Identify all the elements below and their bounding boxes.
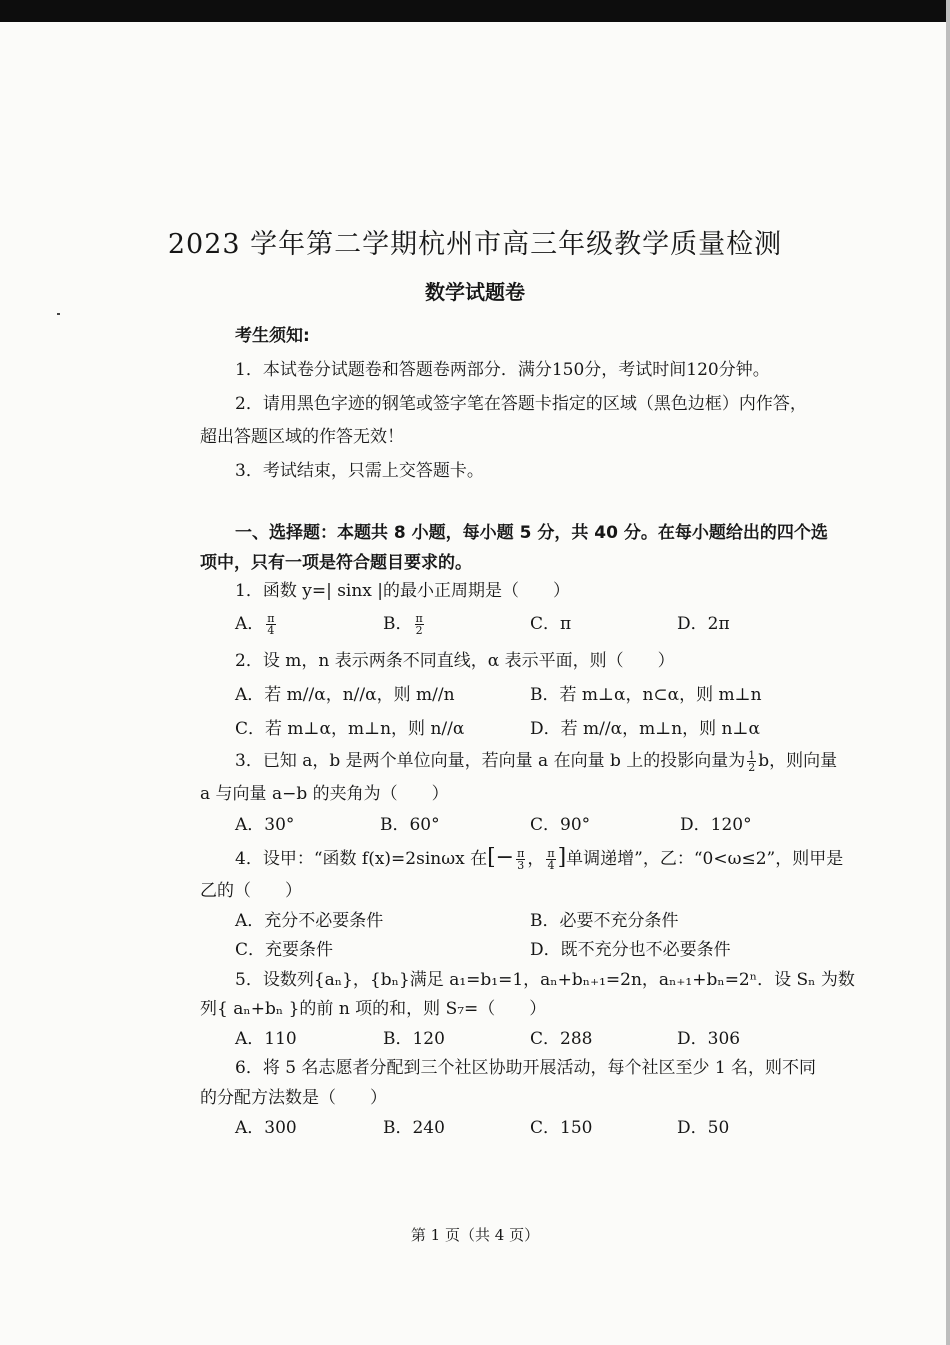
scan-right-edge	[946, 0, 950, 1345]
q2-option-c: C．若 m⊥α，m⊥n，则 n//α	[235, 719, 465, 739]
q3-option-a: A．30°	[235, 815, 295, 835]
q1-b-num: π	[415, 612, 423, 625]
q1-option-b	[383, 612, 426, 636]
q2-option-b: B．若 m⊥α，n⊂α，则 m⊥n	[530, 685, 762, 705]
q2-option-a: A．若 m//α，n//α，则 m//n	[235, 685, 455, 705]
q1-option-b-label: B．	[383, 614, 413, 634]
q4-f2-den: 4	[547, 859, 555, 872]
q4-fraction-1	[516, 848, 525, 871]
q5-option-b: B．120	[383, 1029, 445, 1049]
notice-item-2-cont: 超出答题区域的作答无效！	[200, 427, 404, 447]
q5-stem-line1: 5．设数列{aₙ}，{bₙ}满足 a₁=b₁=1，aₙ+bₙ₊₁=2n，aₙ₊₁+bₙ=2ⁿ．设 Sₙ 为数	[235, 970, 855, 990]
page-footer: 第 1 页（共 4 页）	[410, 1226, 540, 1244]
q5-option-a: A．110	[235, 1029, 297, 1049]
q2-stem: 2．设 m，n 表示两条不同直线，α 表示平面，则（ ）	[235, 651, 675, 671]
q1-option-d: D．2π	[677, 614, 730, 634]
q4-f2-num: π	[547, 847, 555, 860]
q4-stem-line1	[235, 846, 843, 871]
q1-option-a-fraction	[266, 613, 275, 636]
q6-stem-line2: 的分配方法数是（ ）	[200, 1088, 387, 1108]
exam-subtitle: 数学试题卷	[425, 280, 525, 304]
scan-top-border	[0, 0, 950, 22]
q3-option-d: D．120°	[680, 815, 752, 835]
exam-title: 2023 学年第二学期杭州市高三年级教学质量检测	[167, 229, 783, 260]
q4-f1-num: π	[517, 847, 525, 860]
q4-fraction-2	[546, 848, 555, 871]
q3-stem-line2: a 与向量 a−b 的夹角为（ ）	[200, 784, 449, 804]
q4-stem-line2: 乙的（ ）	[200, 881, 302, 901]
q5-option-d: D．306	[677, 1029, 741, 1049]
q3-frac-num: 1	[748, 749, 756, 762]
q3-fraction	[747, 750, 756, 773]
q6-option-d: D．50	[677, 1118, 730, 1138]
q4-bracket-close: ]	[557, 845, 567, 870]
q1-option-a-label: A．	[235, 614, 265, 634]
q3-option-b: B．60°	[380, 815, 440, 835]
q3-stem-part1: 3．已知 a，b 是两个单位向量，若向量 a 在向量 b 上的投影向量为	[235, 751, 746, 771]
q6-option-c: C．150	[530, 1118, 593, 1138]
q1-b-den: 2	[415, 624, 423, 637]
notice-heading: 考生须知:	[235, 326, 310, 346]
q6-stem-line1: 6．将 5 名志愿者分配到三个社区协助开展活动，每个社区至少 1 名，则不同	[235, 1058, 817, 1078]
q6-option-b: B．240	[383, 1118, 445, 1138]
q4-option-d: D．既不充分也不必要条件	[530, 940, 731, 960]
q1-option-c: C．π	[530, 614, 572, 634]
q1-option-b-fraction	[415, 613, 424, 636]
q2-option-d: D．若 m//α，m⊥n，则 n⊥α	[530, 719, 760, 739]
q1-a-num: π	[267, 612, 275, 625]
notice-item-3: 3．考试结束，只需上交答题卡。	[235, 461, 484, 481]
q1-option-a	[235, 612, 278, 636]
q4-stem-part2: 单调递增”，乙：“0<ω≤2”，则甲是	[566, 849, 844, 869]
notice-item-1: 1．本试卷分试题卷和答题卷两部分．满分150分，考试时间120分钟。	[235, 360, 770, 380]
section-heading-line2: 项中，只有一项是符合题目要求的。	[200, 553, 472, 573]
q5-option-c: C．288	[530, 1029, 593, 1049]
scan-speck	[57, 313, 60, 315]
q4-option-c: C．充要条件	[235, 940, 334, 960]
notice-item-2: 2．请用黑色字迹的钢笔或签字笔在答题卡指定的区域（黑色边框）内作答，	[235, 394, 807, 414]
q3-stem-part2: b，则向量	[758, 751, 838, 771]
q4-comma: ，	[527, 849, 545, 869]
q6-option-a: A．300	[235, 1118, 297, 1138]
q4-option-b: B．必要不充分条件	[530, 911, 679, 931]
q1-stem: 1．函数 y=| sinx |的最小正周期是（ ）	[235, 581, 571, 601]
q4-f1-den: 3	[517, 859, 525, 872]
q4-option-a: A．充分不必要条件	[235, 911, 384, 931]
q5-stem-line2: 列{ aₙ+bₙ }的前 n 项的和，则 S₇=（ ）	[200, 999, 547, 1019]
section-heading-line1: 一、选择题：本题共 8 小题，每小题 5 分，共 40 分。在每小题给出的四个选	[235, 523, 828, 543]
q3-frac-den: 2	[748, 761, 756, 774]
q3-option-c: C．90°	[530, 815, 591, 835]
q3-stem-line1	[235, 749, 837, 773]
q4-bracket-open: [−	[487, 845, 515, 870]
q1-a-den: 4	[267, 624, 275, 637]
q4-stem-part1: 4．设甲：“函数 f(x)=2sinωx 在	[235, 849, 488, 869]
